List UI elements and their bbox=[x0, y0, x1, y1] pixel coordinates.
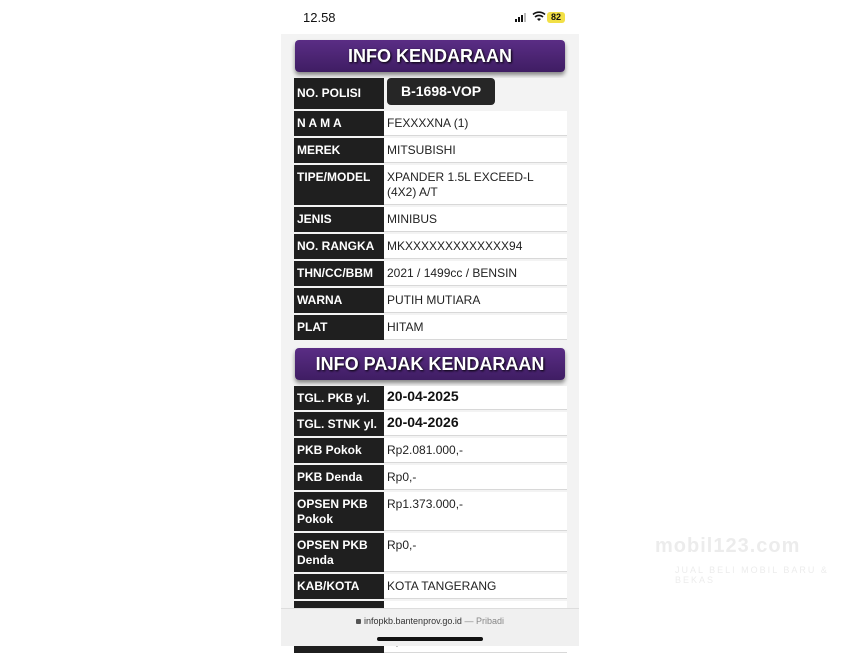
table-row bbox=[294, 111, 567, 136]
row-value: 20-04-2025 bbox=[384, 386, 567, 410]
table-row bbox=[294, 288, 567, 313]
row-value: MITSUBISHI bbox=[384, 138, 567, 163]
row-label: JENIS bbox=[294, 207, 384, 232]
url-separator: — bbox=[464, 616, 474, 626]
row-label: WARNA bbox=[294, 288, 384, 313]
row-label: OPSEN PKB Pokok bbox=[294, 492, 384, 531]
row-value: Rp2.081.000,- bbox=[384, 438, 567, 463]
row-value bbox=[384, 78, 567, 109]
info-pajak-title: INFO PAJAK KENDARAAN bbox=[295, 348, 565, 380]
info-kendaraan-title: INFO KENDARAAN bbox=[295, 40, 565, 72]
table-row bbox=[294, 138, 567, 163]
table-row bbox=[294, 78, 567, 109]
row-label: TGL. PKB yl. bbox=[294, 386, 384, 410]
signal-icon bbox=[515, 13, 529, 22]
row-value: XPANDER 1.5L EXCEED-L (4X2) A/T bbox=[384, 165, 567, 205]
private-mode-label: Pribadi bbox=[475, 616, 504, 626]
table-row bbox=[294, 386, 567, 410]
table-row bbox=[294, 315, 567, 340]
row-label: PLAT bbox=[294, 315, 384, 340]
row-value: MKXXXXXXXXXXXXX94 bbox=[384, 234, 567, 259]
home-indicator[interactable] bbox=[377, 637, 483, 641]
browser-url-bar[interactable] bbox=[281, 608, 579, 646]
battery-icon: 82 bbox=[547, 12, 565, 23]
table-row bbox=[294, 261, 567, 286]
row-label: MEREK bbox=[294, 138, 384, 163]
row-value: PUTIH MUTIARA bbox=[384, 288, 567, 313]
row-value: Rp1.373.000,- bbox=[384, 492, 567, 531]
watermark-brand: mobil123.com bbox=[655, 535, 801, 557]
row-label: TIPE/MODEL bbox=[294, 165, 384, 205]
row-label: N A M A bbox=[294, 111, 384, 136]
row-label: OPSEN PKB Denda bbox=[294, 533, 384, 572]
row-value: KOTA TANGERANG bbox=[384, 574, 567, 599]
plate-number-badge: B-1698-VOP bbox=[387, 78, 495, 105]
table-row bbox=[294, 492, 567, 531]
row-value: Rp0,- bbox=[384, 465, 567, 490]
status-bar bbox=[281, 0, 579, 34]
lock-icon bbox=[356, 619, 361, 624]
phone-screen bbox=[281, 0, 579, 645]
row-value: 20-04-2026 bbox=[384, 412, 567, 436]
table-row bbox=[294, 165, 567, 205]
table-row bbox=[294, 234, 567, 259]
table-row bbox=[294, 533, 567, 572]
row-label: PKB Pokok bbox=[294, 438, 384, 463]
wifi-icon bbox=[532, 11, 546, 22]
row-label: KAB/KOTA bbox=[294, 574, 384, 599]
row-value: 2021 / 1499cc / BENSIN bbox=[384, 261, 567, 286]
vehicle-info-table bbox=[294, 76, 567, 342]
table-row bbox=[294, 574, 567, 599]
watermark-tagline: JUAL BELI MOBIL BARU & BEKAS bbox=[675, 565, 829, 585]
row-value: Rp0,- bbox=[384, 533, 567, 572]
table-row bbox=[294, 438, 567, 463]
row-label: THN/CC/BBM bbox=[294, 261, 384, 286]
table-row bbox=[294, 412, 567, 436]
row-label: NO. POLISI bbox=[294, 78, 384, 109]
row-label: TGL. STNK yl. bbox=[294, 412, 384, 436]
status-time: 12.58 bbox=[303, 10, 336, 25]
url-text: infopkb.bantenprov.go.id bbox=[364, 616, 462, 626]
page-content[interactable] bbox=[281, 34, 579, 608]
table-row bbox=[294, 465, 567, 490]
url-display[interactable] bbox=[281, 616, 579, 626]
row-label: NO. RANGKA bbox=[294, 234, 384, 259]
table-row bbox=[294, 207, 567, 232]
row-value: FEXXXXNA (1) bbox=[384, 111, 567, 136]
row-label: PKB Denda bbox=[294, 465, 384, 490]
row-value: MINIBUS bbox=[384, 207, 567, 232]
row-value: HITAM bbox=[384, 315, 567, 340]
